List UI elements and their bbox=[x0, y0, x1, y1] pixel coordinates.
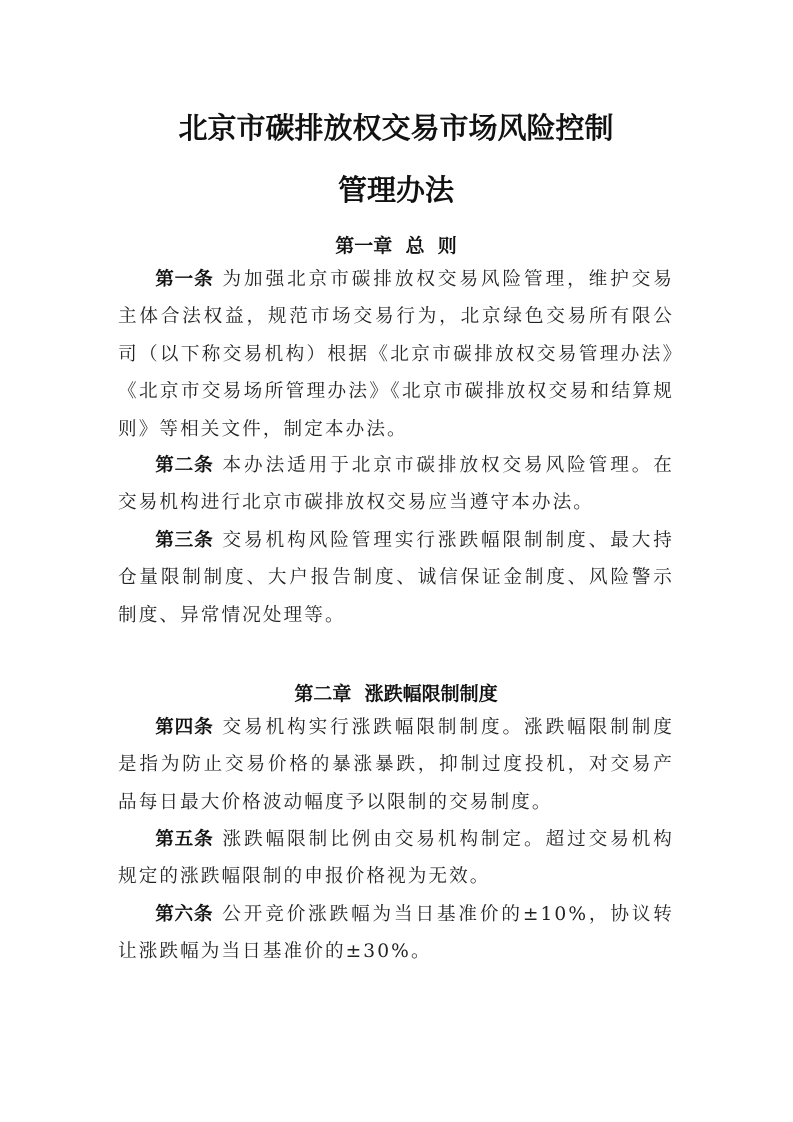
article-number: 第六条 bbox=[155, 904, 214, 925]
article-text: 本办法适用于北京市碳排放权交易风险管理。在交易机构进行北京市碳排放权交易应当遵守本办法。 bbox=[118, 455, 674, 514]
article-number: 第四条 bbox=[155, 717, 214, 738]
article-text: 交易机构风险管理实行涨跌幅限制制度、最大持仓量限制制度、大户报告制度、诚信保证金制度、风险警示制度、异常情况处理等。 bbox=[118, 530, 674, 626]
chapter-heading-1: 第一章 总 则 bbox=[335, 235, 457, 257]
article-text: 涨跌幅限制比例由交易机构制定。超过交易机构规定的涨跌幅限制的申报价格视为无效。 bbox=[118, 829, 674, 888]
article-1 bbox=[118, 261, 674, 448]
article-number: 第三条 bbox=[155, 530, 214, 551]
chapter-heading-2: 第二章 涨跌幅限制制度 bbox=[294, 683, 498, 705]
article-5 bbox=[118, 821, 674, 896]
document-title-line-2: 管理办法 bbox=[337, 173, 454, 207]
article-2 bbox=[118, 447, 674, 522]
document-title-line-1: 北京市碳排放权交易市场风险控制 bbox=[178, 111, 614, 145]
article-text: 交易机构实行涨跌幅限制制度。涨跌幅限制制度是指为防止交易价格的暴涨暴跌，抑制过度投机，对交易产品每日最大价格波动幅度予以限制的交易制度。 bbox=[118, 717, 674, 813]
article-4 bbox=[118, 709, 674, 821]
article-number: 第五条 bbox=[155, 829, 214, 850]
article-3 bbox=[118, 522, 674, 634]
article-text: 为加强北京市碳排放权交易风险管理，维护交易主体合法权益，规范市场交易行为，北京绿色交易所有限公司（以下称交易机构）根据《北京市碳排放权交易管理办法》《北京市交易场所管理办法》《北京市碳排放权交易和结算规则》等相关文件，制定本办法。 bbox=[118, 269, 674, 440]
article-6 bbox=[118, 896, 674, 971]
article-number: 第一条 bbox=[155, 269, 214, 290]
article-number: 第二条 bbox=[155, 455, 214, 476]
article-text: 公开竞价涨跌幅为当日基准价的±10%，协议转让涨跌幅为当日基准价的±30%。 bbox=[118, 904, 674, 963]
